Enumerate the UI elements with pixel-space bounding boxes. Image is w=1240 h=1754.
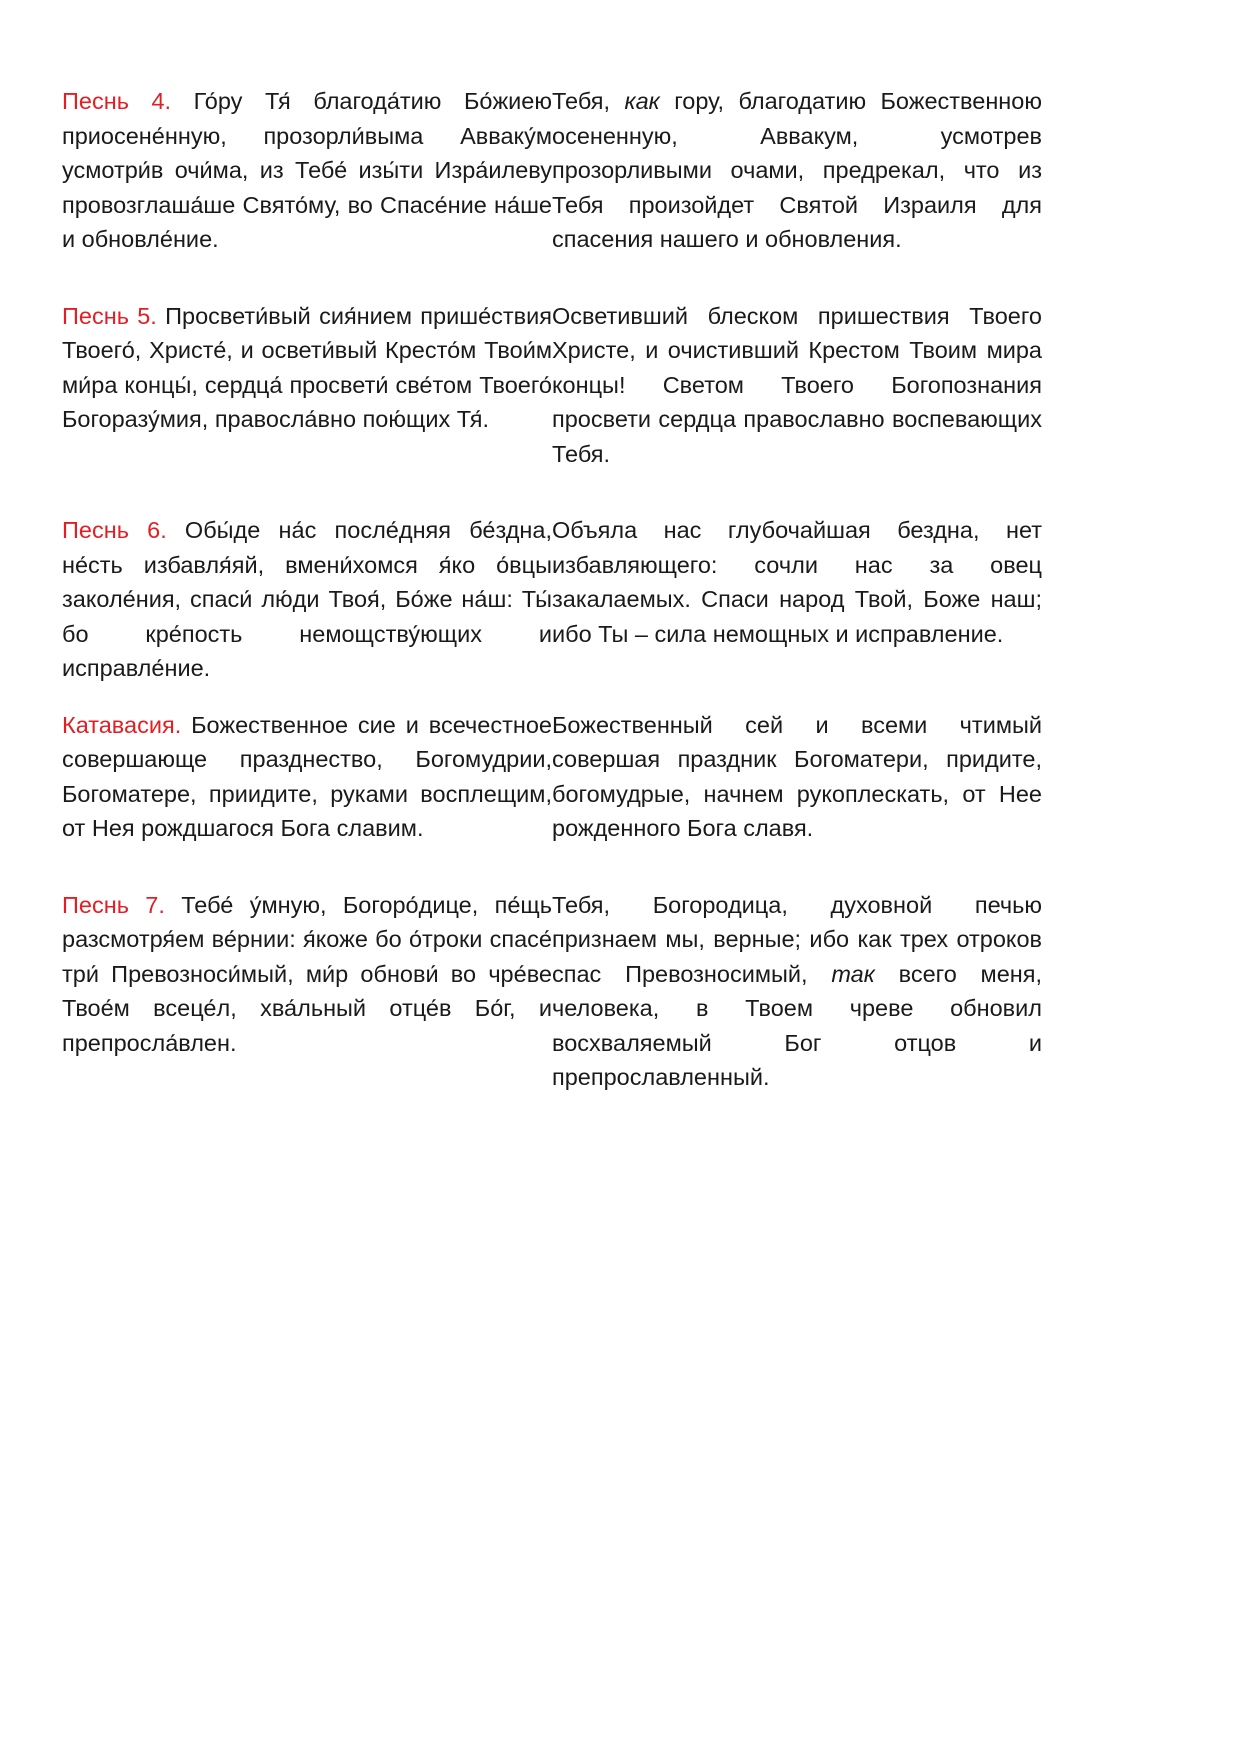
verse-heading: Песнь 4. bbox=[62, 88, 172, 114]
verse-text: Тебе́ у́мную, Богоро́дице, пе́щь разсмотря́ем ве́рнии: я́коже бо о́троки спасе́ три́ Превозноси́мый, ми́р обнови́ во чре́ве Твое́м всеце́л, хва́льный отце́в Бо́г, и препросла́влен. bbox=[62, 891, 552, 1056]
church-slavonic-text bbox=[62, 513, 552, 686]
verse-heading: Песнь 6. bbox=[62, 517, 167, 543]
verse-heading: Песнь 7. bbox=[62, 891, 165, 918]
translation-text: Божественный сей и всеми чтимый совершая праздник Богоматери, придите, богомудрые, начнем рукоплескать, от Нее рожденного Бога славя. bbox=[552, 711, 1042, 841]
russian-translation bbox=[552, 84, 1042, 257]
translation-italic: как bbox=[624, 88, 660, 114]
verse-row bbox=[62, 84, 1042, 257]
russian-translation bbox=[552, 513, 1042, 686]
russian-translation bbox=[552, 888, 1042, 1095]
verse-text: Просвети́вый сия́нием прише́ствия Твоего́, Христе́, и освети́вый Кресто́м Твои́м ми́ра концы́, сердца́ просвети́ све́том Твоего́ Богоразу́мия, правосла́вно пою́щих Тя́. bbox=[62, 302, 552, 432]
russian-translation bbox=[552, 708, 1042, 846]
russian-translation bbox=[552, 299, 1042, 472]
translation-italic: так bbox=[831, 960, 875, 987]
translation-text-cont: гору, благодатию Божественною осененную, Аввакум, усмотрев прозорливыми очами, предрекал, что из Тебя произойдет Святой Израиля для спасения нашего и обновления. bbox=[552, 88, 1042, 252]
church-slavonic-text bbox=[62, 84, 552, 257]
church-slavonic-text bbox=[62, 299, 552, 472]
translation-text: Объяла нас глубочайшая бездна, нет избавляющего: сочли нас за овец закалаемых. Спаси народ Твой, Боже наш; ибо Ты – сила немощных и исправление. bbox=[552, 517, 1042, 647]
translation-text: Осветивший блеском пришествия Твоего Христе, и очистивший Крестом Твоим мира концы! Светом Твоего Богопознания просвети сердца православно воспевающих Тебя. bbox=[552, 302, 1042, 467]
verse-text: Го́ру Тя́ благода́тию Бо́жиею приосене́нную, прозорли́выма Авваку́м усмотри́в очи́ма, из Тебе́ изы́ти Изра́илеву провозглаша́ше Свято́му, во Спасе́ние на́ше и обновле́ние. bbox=[62, 88, 552, 252]
translation-text-cont: всего меня, человека, в Твоем чреве обновил восхваляемый Бог отцов и препрославленный. bbox=[552, 960, 1043, 1090]
verse-row bbox=[62, 888, 1042, 1095]
verse-heading: Песнь 5. bbox=[62, 302, 157, 329]
translation-text: Тебя, Богородица, духовной печью признаем мы, верные; ибо как трех отроков спас Превозносимый, bbox=[552, 891, 1042, 987]
verse-row bbox=[62, 708, 1042, 846]
verse-row bbox=[62, 299, 1042, 472]
verse-text: Обы́де на́с после́дняя бе́здна, не́сть избавля́яй, вмени́хомся я́ко о́вцы заколе́ния, спаси́ лю́ди Твоя́, Бо́же на́ш: Ты́ бо кре́пость немощству́ющих и исправле́ние. bbox=[62, 517, 553, 681]
church-slavonic-text bbox=[62, 888, 552, 1095]
church-slavonic-text bbox=[62, 708, 552, 846]
translation-text: Тебя, bbox=[552, 88, 625, 114]
verse-row bbox=[62, 513, 1042, 686]
page-content bbox=[62, 84, 1042, 1095]
verse-heading: Катавасия. bbox=[62, 711, 182, 738]
verse-text: Божественное сие и всечестное совершающе празднество, Богомудрии, Богоматере, приидите, руками восплещим, от Нея рождшагося Бога славим. bbox=[62, 711, 552, 841]
